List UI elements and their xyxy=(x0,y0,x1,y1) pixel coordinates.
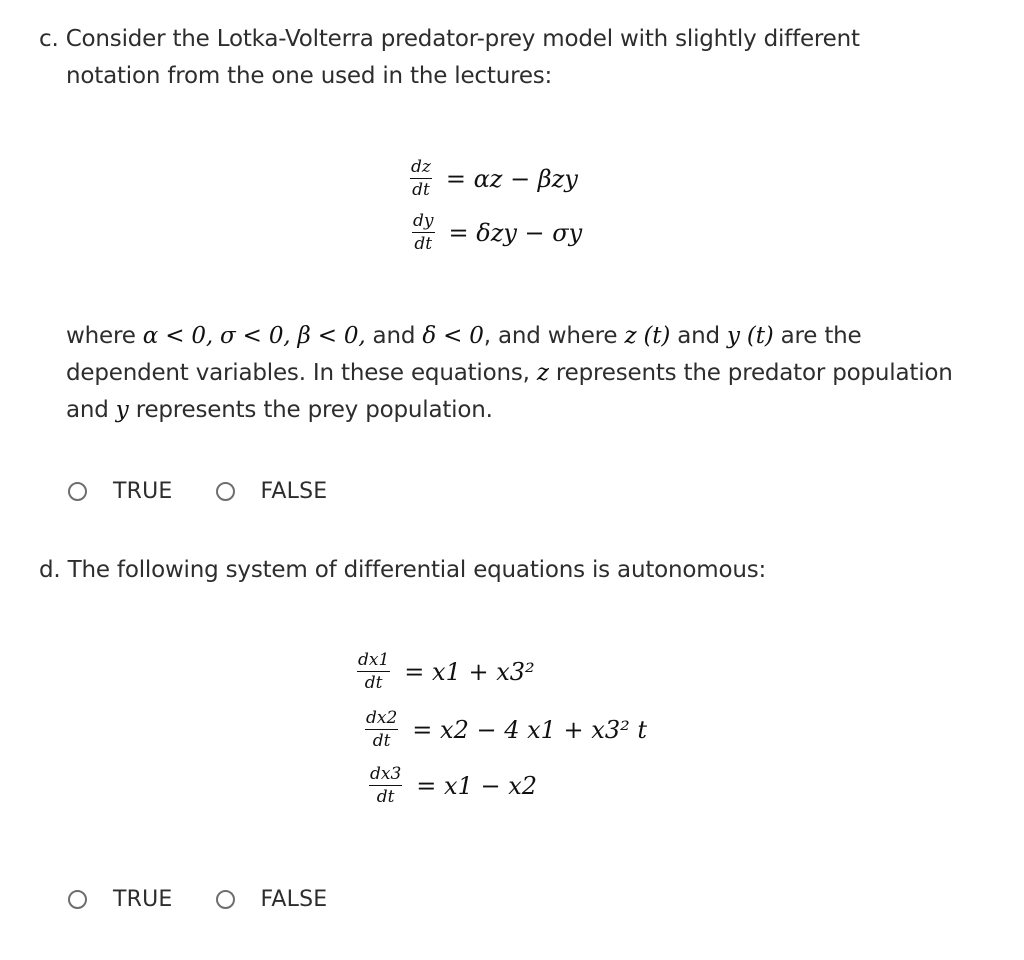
equation-dx3-dt xyxy=(369,765,537,806)
question-c-where-line2 xyxy=(66,355,953,392)
option-label-false: FALSE xyxy=(260,887,328,912)
equation-rhs: = δzy − σy xyxy=(448,218,583,247)
fraction-numerator: dx2 xyxy=(366,708,398,728)
math-z-of-t: z (t) xyxy=(624,323,671,349)
question-d-option-false[interactable] xyxy=(216,887,328,912)
equation-dz-dt xyxy=(410,158,578,199)
fraction-dx1-dt xyxy=(357,651,390,692)
question-d-label: d. xyxy=(39,557,61,583)
question-d-intro xyxy=(39,552,766,589)
equation-rhs: = x1 − x2 xyxy=(416,771,538,800)
text-fragment: dependent variables. In these equations, xyxy=(66,360,537,386)
question-d-options xyxy=(68,887,370,912)
equation-dx2-dt xyxy=(365,709,647,750)
equation-rhs: = x2 − 4 x1 + x3² t xyxy=(412,715,647,744)
text-fragment: represents the predator population xyxy=(548,360,953,386)
fraction-denominator: dt xyxy=(414,234,433,254)
text-fragment: , and where xyxy=(483,323,625,349)
question-c-where-line3 xyxy=(66,392,493,429)
question-c-option-false[interactable] xyxy=(216,479,328,504)
question-c-option-true[interactable] xyxy=(68,479,173,504)
equation-rhs: = x1 + x3² xyxy=(404,657,535,686)
question-d-intro-text: The following system of differential equations is autonomous: xyxy=(67,557,767,583)
option-label-true: TRUE xyxy=(113,479,173,504)
fraction-dx3-dt xyxy=(369,765,402,806)
math-z: z xyxy=(536,360,549,386)
math-y-of-t: y (t) xyxy=(727,323,774,349)
text-fragment: where xyxy=(66,323,143,349)
text-fragment: represents the prey population. xyxy=(128,397,493,423)
radio-button-true[interactable] xyxy=(68,482,87,501)
fraction-denominator: dt xyxy=(372,731,391,751)
math-y: y xyxy=(115,397,129,423)
fraction-denominator: dt xyxy=(364,673,383,693)
radio-button-false[interactable] xyxy=(216,482,235,501)
question-d-option-true[interactable] xyxy=(68,887,173,912)
option-label-false: FALSE xyxy=(260,479,328,504)
fraction-denominator: dt xyxy=(412,180,430,200)
equation-dx1-dt xyxy=(357,651,535,692)
option-label-true: TRUE xyxy=(113,887,173,912)
equation-rhs: = αz − βzy xyxy=(445,164,578,193)
fraction-dx2-dt xyxy=(365,709,398,750)
text-fragment: are the xyxy=(773,323,862,349)
text-fragment: and xyxy=(670,323,728,349)
question-c-intro-text: Consider the Lotka-Volterra predator-prey model with slightly different xyxy=(65,26,860,52)
fraction-denominator: dt xyxy=(376,787,395,807)
radio-button-false[interactable] xyxy=(216,890,235,909)
fraction-numerator: dz xyxy=(411,157,431,177)
equation-dy-dt xyxy=(412,212,582,253)
question-c-intro-line2: notation from the one used in the lectures: xyxy=(66,63,553,89)
fraction-dz-dt xyxy=(410,158,432,199)
fraction-numerator: dx1 xyxy=(358,650,390,670)
radio-button-true[interactable] xyxy=(68,890,87,909)
question-c-intro-line1 xyxy=(39,21,860,58)
text-fragment: and xyxy=(365,323,423,349)
question-c-where-line1 xyxy=(66,318,861,355)
text-fragment: and xyxy=(66,397,116,423)
fraction-numerator: dy xyxy=(413,211,434,231)
math-parameter-conditions: α < 0, σ < 0, β < 0, xyxy=(142,323,366,349)
fraction-numerator: dx3 xyxy=(370,764,402,784)
fraction-dy-dt xyxy=(412,212,435,253)
math-delta-condition: δ < 0 xyxy=(422,323,484,349)
question-c-options xyxy=(68,479,370,504)
question-c-label: c. xyxy=(39,26,59,52)
